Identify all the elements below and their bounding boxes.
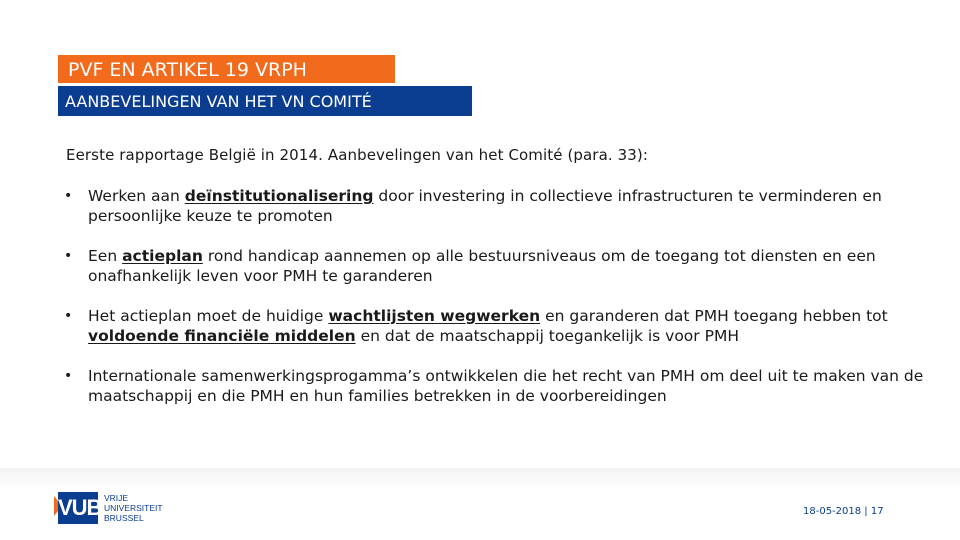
keyword: voldoende financiële middelen bbox=[88, 327, 356, 345]
bullet-text-mid: en garanderen dat PMH toegang hebben tot bbox=[540, 307, 888, 325]
bullet-icon: • bbox=[64, 308, 73, 324]
keyword: wachtlijsten wegwerken bbox=[328, 307, 541, 325]
recommendations-list bbox=[64, 186, 944, 406]
bullet-text-post: rond handicap aannemen op alle bestuursniveaus om de toegang tot diensten en een onafhankelijk leven voor PMH te garanderen bbox=[88, 247, 876, 285]
bullet-icon: • bbox=[64, 368, 73, 384]
keyword: deïnstitutionalisering bbox=[184, 187, 374, 205]
list-item bbox=[64, 366, 944, 406]
intro-text: Eerste rapportage België in 2014. Aanbevelingen van het Comité (para. 33): bbox=[66, 146, 648, 164]
bullet-icon: • bbox=[64, 188, 73, 204]
bullet-text-post: en dat de maatschappij toegankelijk is voor PMH bbox=[355, 327, 739, 345]
keyword: actieplan bbox=[122, 247, 203, 265]
logo-wordmark bbox=[104, 493, 163, 523]
bullet-text-pre: Werken aan bbox=[88, 187, 185, 205]
logo-line: VRIJE bbox=[104, 493, 129, 503]
date-page-number: 18-05-2018 | 17 bbox=[803, 506, 884, 517]
slide-title: PVF EN ARTIKEL 19 VRPH bbox=[58, 55, 395, 83]
list-item bbox=[64, 306, 944, 346]
bullet-text-pre: Een bbox=[88, 247, 123, 265]
bullet-text: Internationale samenwerkingsprogamma’s ontwikkelen die het recht van PMH om deel uit te maken van de maatschappij en die PMH en hun families betrekken in de voorbereidingen bbox=[88, 367, 924, 405]
logo-mark: VUB bbox=[58, 492, 98, 524]
bullet-icon: • bbox=[64, 248, 73, 264]
logo-line: UNIVERSITEIT bbox=[104, 503, 163, 513]
vub-logo bbox=[58, 492, 168, 524]
list-item bbox=[64, 246, 944, 286]
bullet-text-post: door investering in collectieve infrastructuren te verminderen en persoonlijke keuze te promoten bbox=[88, 187, 882, 225]
logo-line: BRUSSEL bbox=[104, 513, 144, 523]
list-item bbox=[64, 186, 944, 226]
bullet-text-pre: Het actieplan moet de huidige bbox=[88, 307, 329, 325]
slide-subtitle: AANBEVELINGEN VAN HET VN COMITÉ bbox=[58, 86, 472, 116]
